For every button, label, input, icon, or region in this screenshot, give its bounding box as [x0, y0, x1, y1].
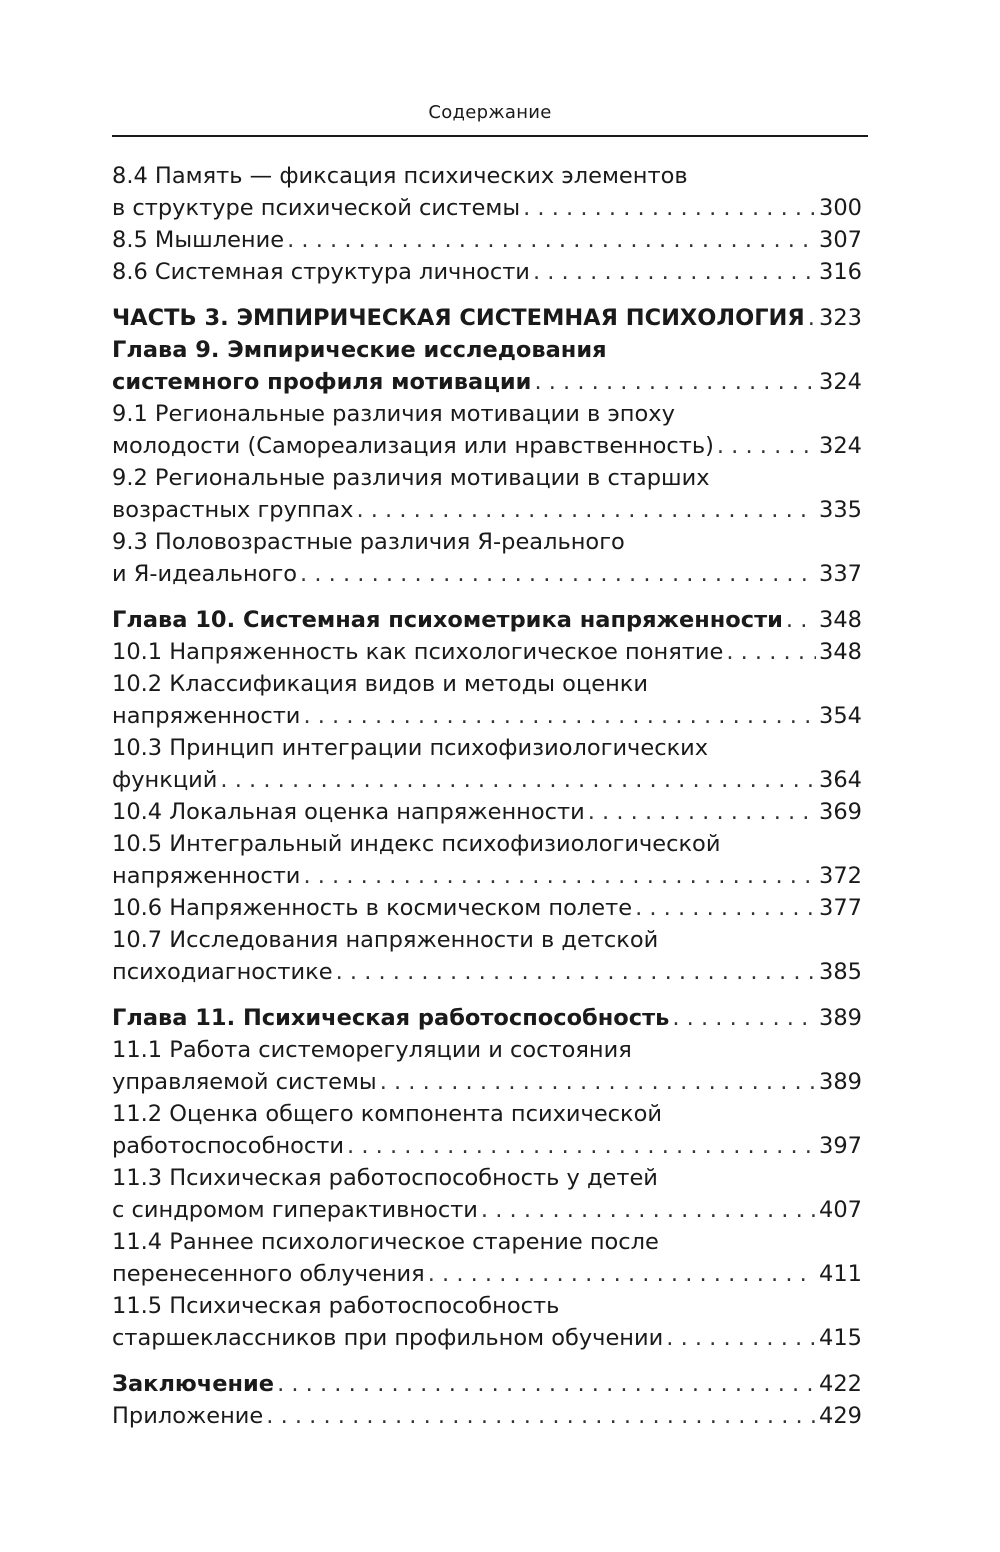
toc-entry: [112, 892, 862, 924]
page-number: 369: [819, 799, 862, 825]
page-number: 335: [819, 497, 862, 523]
table-of-contents: [112, 160, 862, 1432]
dot-leader: [635, 892, 816, 924]
toc-entry: [112, 1098, 862, 1162]
dot-leader: [287, 224, 816, 256]
page-number: 422: [819, 1371, 862, 1397]
page-number: 354: [819, 703, 862, 729]
toc-entry-title-line: 10.4 Локальная оценка напряженности: [112, 799, 585, 825]
toc-entry-title-line: 8.5 Мышление: [112, 227, 285, 253]
dot-leader: [534, 366, 816, 398]
page-number: 316: [819, 259, 862, 285]
dot-leader: [808, 302, 816, 334]
page-number: 397: [819, 1133, 862, 1159]
dot-leader: [220, 764, 816, 796]
dot-leader: [303, 860, 816, 892]
toc-entry: [112, 1226, 862, 1290]
page-number: 337: [819, 561, 862, 587]
toc-entry-title-line: 10.1 Напряженность как психологическое понятие: [112, 639, 724, 665]
page-number: 348: [819, 607, 862, 633]
header-divider: [112, 135, 868, 137]
toc-entry-title-line: 11.4 Раннее психологическое старение после: [112, 1229, 659, 1255]
toc-entry-title-line: 9.2 Региональные различия мотивации в старших: [112, 465, 710, 491]
page-number: 307: [819, 227, 862, 253]
toc-entry-title-line: 11.3 Психическая работоспособность у детей: [112, 1165, 658, 1191]
toc-entry-title-line: психодиагностике: [112, 959, 333, 985]
toc-entry-title-line: возрастных группах: [112, 497, 354, 523]
toc-entry: [112, 256, 862, 288]
page-number: 324: [819, 433, 862, 459]
toc-entry-title-line: Приложение: [112, 1403, 264, 1429]
toc-entry-title-line: Глава 9. Эмпирические исследования: [112, 337, 607, 363]
toc-entry-title-line: ЧАСТЬ 3. ЭМПИРИЧЕСКАЯ СИСТЕМНАЯ ПСИХОЛОГИЯ: [112, 305, 805, 331]
toc-entry: [112, 1002, 862, 1034]
dot-leader: [523, 192, 816, 224]
toc-entry-title-line: работоспособности: [112, 1133, 345, 1159]
dot-leader: [336, 956, 816, 988]
toc-entry: [112, 160, 862, 224]
toc-entry-title-line: 9.3 Половозрастные различия Я-реального: [112, 529, 625, 555]
toc-entry-title-line: молодости (Самореализация или нравственность): [112, 433, 714, 459]
dot-leader: [717, 430, 816, 462]
toc-entry: [112, 796, 862, 828]
toc-entry-title-line: 11.2 Оценка общего компонента психической: [112, 1101, 663, 1127]
running-header: Содержание: [428, 102, 552, 123]
toc-entry: [112, 224, 862, 256]
toc-entry: [112, 1034, 862, 1098]
toc-entry-title-line: системного профиля мотивации: [112, 369, 532, 395]
dot-leader: [726, 636, 816, 668]
toc-entry-title-line: 8.4 Память — фиксация психических элементов: [112, 163, 688, 189]
toc-entry-title-line: 11.1 Работа системорегуляции и состояния: [112, 1037, 632, 1063]
toc-entry: [112, 398, 862, 462]
dot-leader: [666, 1322, 816, 1354]
toc-entry-title-line: перенесенного облучения: [112, 1261, 425, 1287]
dot-leader: [786, 604, 816, 636]
toc-entry-title-line: управляемой системы: [112, 1069, 377, 1095]
toc-entry-title-line: напряженности: [112, 703, 301, 729]
toc-entry-title-line: функций: [112, 767, 218, 793]
page-number: 324: [819, 369, 862, 395]
toc-entry-title-line: 10.5 Интегральный индекс психофизиологической: [112, 831, 721, 857]
toc-entry: [112, 334, 862, 398]
toc-entry: [112, 462, 862, 526]
dot-leader: [356, 494, 816, 526]
toc-entry: [112, 526, 862, 590]
toc-entry-title-line: 8.6 Системная структура личности: [112, 259, 530, 285]
page-number: 385: [819, 959, 862, 985]
toc-entry: [112, 1400, 862, 1432]
toc-entry: [112, 828, 862, 892]
dot-leader: [303, 700, 816, 732]
page-number: 300: [819, 195, 862, 221]
toc-entry-title-line: 10.2 Классификация видов и методы оценки: [112, 671, 649, 697]
toc-entry-title-line: Глава 11. Психическая работоспособность: [112, 1005, 670, 1031]
dot-leader: [428, 1258, 816, 1290]
toc-entry-title-line: 11.5 Психическая работоспособность: [112, 1293, 560, 1319]
toc-entry: [112, 1290, 862, 1354]
toc-entry: [112, 1368, 862, 1400]
page-number: 323: [819, 305, 862, 331]
toc-entry-title-line: старшеклассников при профильном обучении: [112, 1325, 664, 1351]
dot-leader: [672, 1002, 816, 1034]
toc-entry-title-line: 10.6 Напряженность в космическом полете: [112, 895, 633, 921]
toc-entry-title-line: 9.1 Региональные различия мотивации в эпоху: [112, 401, 675, 427]
toc-entry-title-line: в структуре психической системы: [112, 195, 521, 221]
dot-leader: [533, 256, 816, 288]
toc-entry-title-line: Заключение: [112, 1371, 275, 1397]
toc-entry: [112, 604, 862, 636]
dot-leader: [347, 1130, 816, 1162]
page-number: 411: [819, 1261, 862, 1287]
toc-entry-title-line: Глава 10. Системная психометрика напряженности: [112, 607, 783, 633]
page-number: 372: [819, 863, 862, 889]
toc-entry-title-line: 10.7 Исследования напряженности в детской: [112, 927, 659, 953]
toc-entry: [112, 924, 862, 988]
page-number: 348: [819, 639, 862, 665]
toc-entry: [112, 1162, 862, 1226]
page-number: 364: [819, 767, 862, 793]
dot-leader: [588, 796, 816, 828]
dot-leader: [266, 1400, 816, 1432]
page-number: 389: [819, 1069, 862, 1095]
dot-leader: [277, 1368, 816, 1400]
page-number: 429: [819, 1403, 862, 1429]
toc-entry-title-line: и Я-идеального: [112, 561, 298, 587]
toc-entry-title-line: 10.3 Принцип интеграции психофизиологических: [112, 735, 709, 761]
toc-entry-title-line: с синдромом гиперактивности: [112, 1197, 478, 1223]
page-number: 407: [819, 1197, 862, 1223]
toc-entry-title-line: напряженности: [112, 863, 301, 889]
page-number: 377: [819, 895, 862, 921]
toc-entry: [112, 302, 862, 334]
dot-leader: [380, 1066, 816, 1098]
dot-leader: [300, 558, 816, 590]
toc-entry: [112, 732, 862, 796]
page-number: 415: [819, 1325, 862, 1351]
dot-leader: [481, 1194, 816, 1226]
toc-entry: [112, 668, 862, 732]
toc-entry: [112, 636, 862, 668]
page-number: 389: [819, 1005, 862, 1031]
